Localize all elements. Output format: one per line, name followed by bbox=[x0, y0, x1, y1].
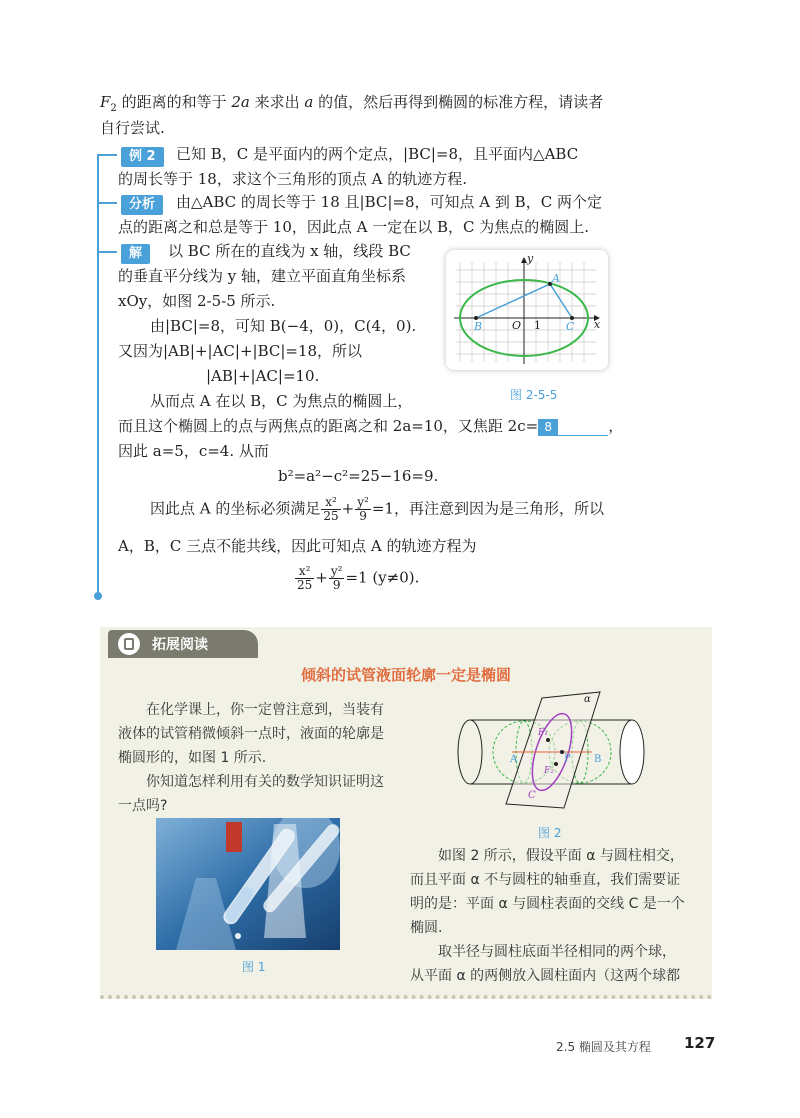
example-top-rule bbox=[97, 154, 117, 156]
solution-line-8 bbox=[118, 414, 623, 438]
book-icon bbox=[118, 633, 140, 655]
solution-tag bbox=[121, 242, 150, 264]
focus-label-f2: F₂ bbox=[544, 766, 554, 776]
point-label-b: B bbox=[594, 754, 602, 765]
fraction-den: 25 bbox=[297, 578, 313, 592]
plus-sign: + bbox=[341, 499, 355, 518]
text: =1 (y≠0). bbox=[345, 568, 420, 587]
reading-p4-l1: 取半径与圆柱底面半径相同的两个球， bbox=[438, 944, 676, 960]
ellipse-diagram bbox=[446, 250, 608, 370]
solution-rule bbox=[97, 251, 117, 253]
axis-label-y: y bbox=[527, 252, 534, 265]
tag-label: 解 bbox=[121, 244, 150, 264]
page-number: 127 bbox=[684, 1034, 716, 1052]
text: 的值，然后再得到椭圆的标准方程，请读者 bbox=[313, 93, 604, 111]
solution-line-9: 因此 a=5，c=4. 从而 bbox=[118, 442, 269, 460]
unit-label: 1 bbox=[534, 319, 541, 332]
solution-line-5: 又因为|AB|+|AC|+|BC|=18，所以 bbox=[118, 342, 363, 360]
var-f: F bbox=[100, 93, 111, 111]
figure-2-caption: 图 2 bbox=[538, 826, 562, 840]
point-label-c: C bbox=[566, 320, 575, 333]
fraction-num: x² bbox=[295, 565, 314, 579]
text: 来求出 bbox=[249, 93, 305, 111]
example-2-tag bbox=[121, 145, 164, 167]
point-label-a: A bbox=[552, 272, 560, 285]
curve-label-c: C bbox=[528, 790, 536, 801]
tag-label: 分析 bbox=[121, 195, 163, 215]
figure-2-5-5 bbox=[446, 250, 608, 370]
test-tube-photo bbox=[156, 818, 340, 950]
point-label-a: A bbox=[510, 754, 518, 765]
point-label-p: P bbox=[564, 753, 571, 764]
text: ， bbox=[608, 417, 624, 435]
solution-line-10: b²=a²−c²=25−16=9. bbox=[278, 467, 439, 485]
rule-end-dot bbox=[94, 592, 102, 600]
fraction-den: 25 bbox=[323, 509, 339, 523]
point-label-b: B bbox=[474, 320, 483, 333]
reading-p3-l1: 如图 2 所示，假设平面 α 与圆柱相交， bbox=[438, 848, 684, 864]
tag-label: 例 2 bbox=[121, 147, 164, 167]
solution-line-6: |AB|+|AC|=10. bbox=[206, 367, 320, 385]
analysis-rule bbox=[97, 202, 117, 204]
analysis-line-2: 点的距离之和总是等于 10，因此点 A 一定在以 B，C 为焦点的椭圆上. bbox=[118, 218, 590, 236]
solution-line-3: xOy，如图 2-5-5 所示. bbox=[118, 292, 276, 310]
fraction-num: y² bbox=[330, 564, 343, 578]
solution-line-11 bbox=[150, 496, 604, 523]
solution-line-12: A，B，C 三点不能共线，因此可知点 A 的轨迹方程为 bbox=[118, 537, 477, 555]
axis-label-x: x bbox=[594, 318, 601, 331]
answer-value: 8 bbox=[538, 419, 558, 435]
cylinder-svg bbox=[452, 690, 648, 810]
figure-1-caption: 图 1 bbox=[242, 960, 266, 974]
reading-p2-l1: 你知道怎样利用有关的数学知识证明这 bbox=[146, 774, 384, 790]
intro-line-1 bbox=[100, 90, 603, 121]
reading-tab-label: 拓展阅读 bbox=[152, 637, 208, 653]
text: a bbox=[304, 93, 314, 111]
figure-caption-2-5-5: 图 2-5-5 bbox=[510, 388, 558, 402]
reading-p3-l2: 而且平面 α 不与圆柱的轴垂直，我们需要证 bbox=[410, 872, 681, 888]
reading-p1-l2: 液体的试管稍微倾斜一点时，液面的轮廓是 bbox=[118, 726, 384, 742]
answer-blank bbox=[538, 419, 608, 436]
text: 而且这个椭圆上的点与两焦点的距离之和 2a=10，又焦距 2c= bbox=[118, 417, 539, 435]
footer-section: 2.5 椭圆及其方程 bbox=[556, 1040, 651, 1054]
fraction-den: 9 bbox=[332, 578, 341, 592]
subscript: 2 bbox=[110, 103, 117, 114]
example-2-line-1: 已知 B，C 是平面内的两个定点，|BC|=8，且平面内△ABC bbox=[176, 145, 579, 163]
origin-label: O bbox=[512, 319, 522, 332]
solution-line-2: 的垂直平分线为 y 轴，建立平面直角坐标系 bbox=[118, 267, 407, 285]
text: 2a bbox=[231, 93, 250, 111]
solution-line-7: 从而点 A 在以 B，C 为焦点的椭圆上， bbox=[150, 392, 413, 410]
analysis-tag bbox=[121, 193, 163, 215]
text: 因此点 A 的坐标必须满足 bbox=[150, 499, 321, 518]
text: 的距离的和等于 bbox=[116, 93, 232, 111]
reading-p1-l1: 在化学课上，你一定曾注意到，当装有 bbox=[146, 702, 384, 718]
solution-line-1: 以 BC 所在的直线为 x 轴，线段 BC bbox=[168, 242, 411, 260]
example-2-line-2: 的周长等于 18，求这个三角形的顶点 A 的轨迹方程. bbox=[118, 170, 467, 188]
solution-line-13 bbox=[294, 565, 419, 592]
fraction-num: y² bbox=[357, 495, 369, 509]
focus-label-f1: F₁ bbox=[538, 728, 548, 738]
example-side-rule bbox=[97, 154, 99, 594]
reading-p4-l2: 从平面 α 的两侧放入圆柱面内（这两个球都 bbox=[410, 968, 681, 984]
fraction-den: 9 bbox=[359, 509, 367, 523]
text: =1，再注意到因为是三角形，所以 bbox=[371, 499, 604, 518]
reading-p2-l2: 一点吗? bbox=[118, 798, 168, 814]
reading-p3-l4: 椭圆. bbox=[410, 920, 443, 936]
test-tube-image bbox=[156, 818, 340, 950]
fraction-x bbox=[321, 496, 340, 523]
plane-label-alpha: α bbox=[584, 694, 591, 705]
plus-sign: + bbox=[315, 568, 328, 587]
reading-title: 倾斜的试管液面轮廓一定是椭圆 bbox=[300, 666, 511, 684]
cylinder-diagram bbox=[452, 690, 648, 810]
fraction-y bbox=[329, 565, 345, 592]
analysis-line-1: 由△ABC 的周长等于 18 且|BC|=8，可知点 A 到 B，C 两个定 bbox=[176, 193, 602, 211]
reading-p3-l3: 明的是：平面 α 与圆柱表面的交线 C 是一个 bbox=[410, 896, 685, 912]
fraction-x bbox=[295, 565, 314, 592]
solution-line-4: 由|BC|=8，可知 B(−4，0)，C(4，0). bbox=[150, 317, 417, 335]
fraction-y bbox=[355, 496, 371, 523]
fraction-num: x² bbox=[321, 496, 340, 510]
intro-line-2: 自行尝试. bbox=[100, 119, 165, 137]
reading-p1-l3: 椭圆形的，如图 1 所示. bbox=[118, 750, 267, 766]
